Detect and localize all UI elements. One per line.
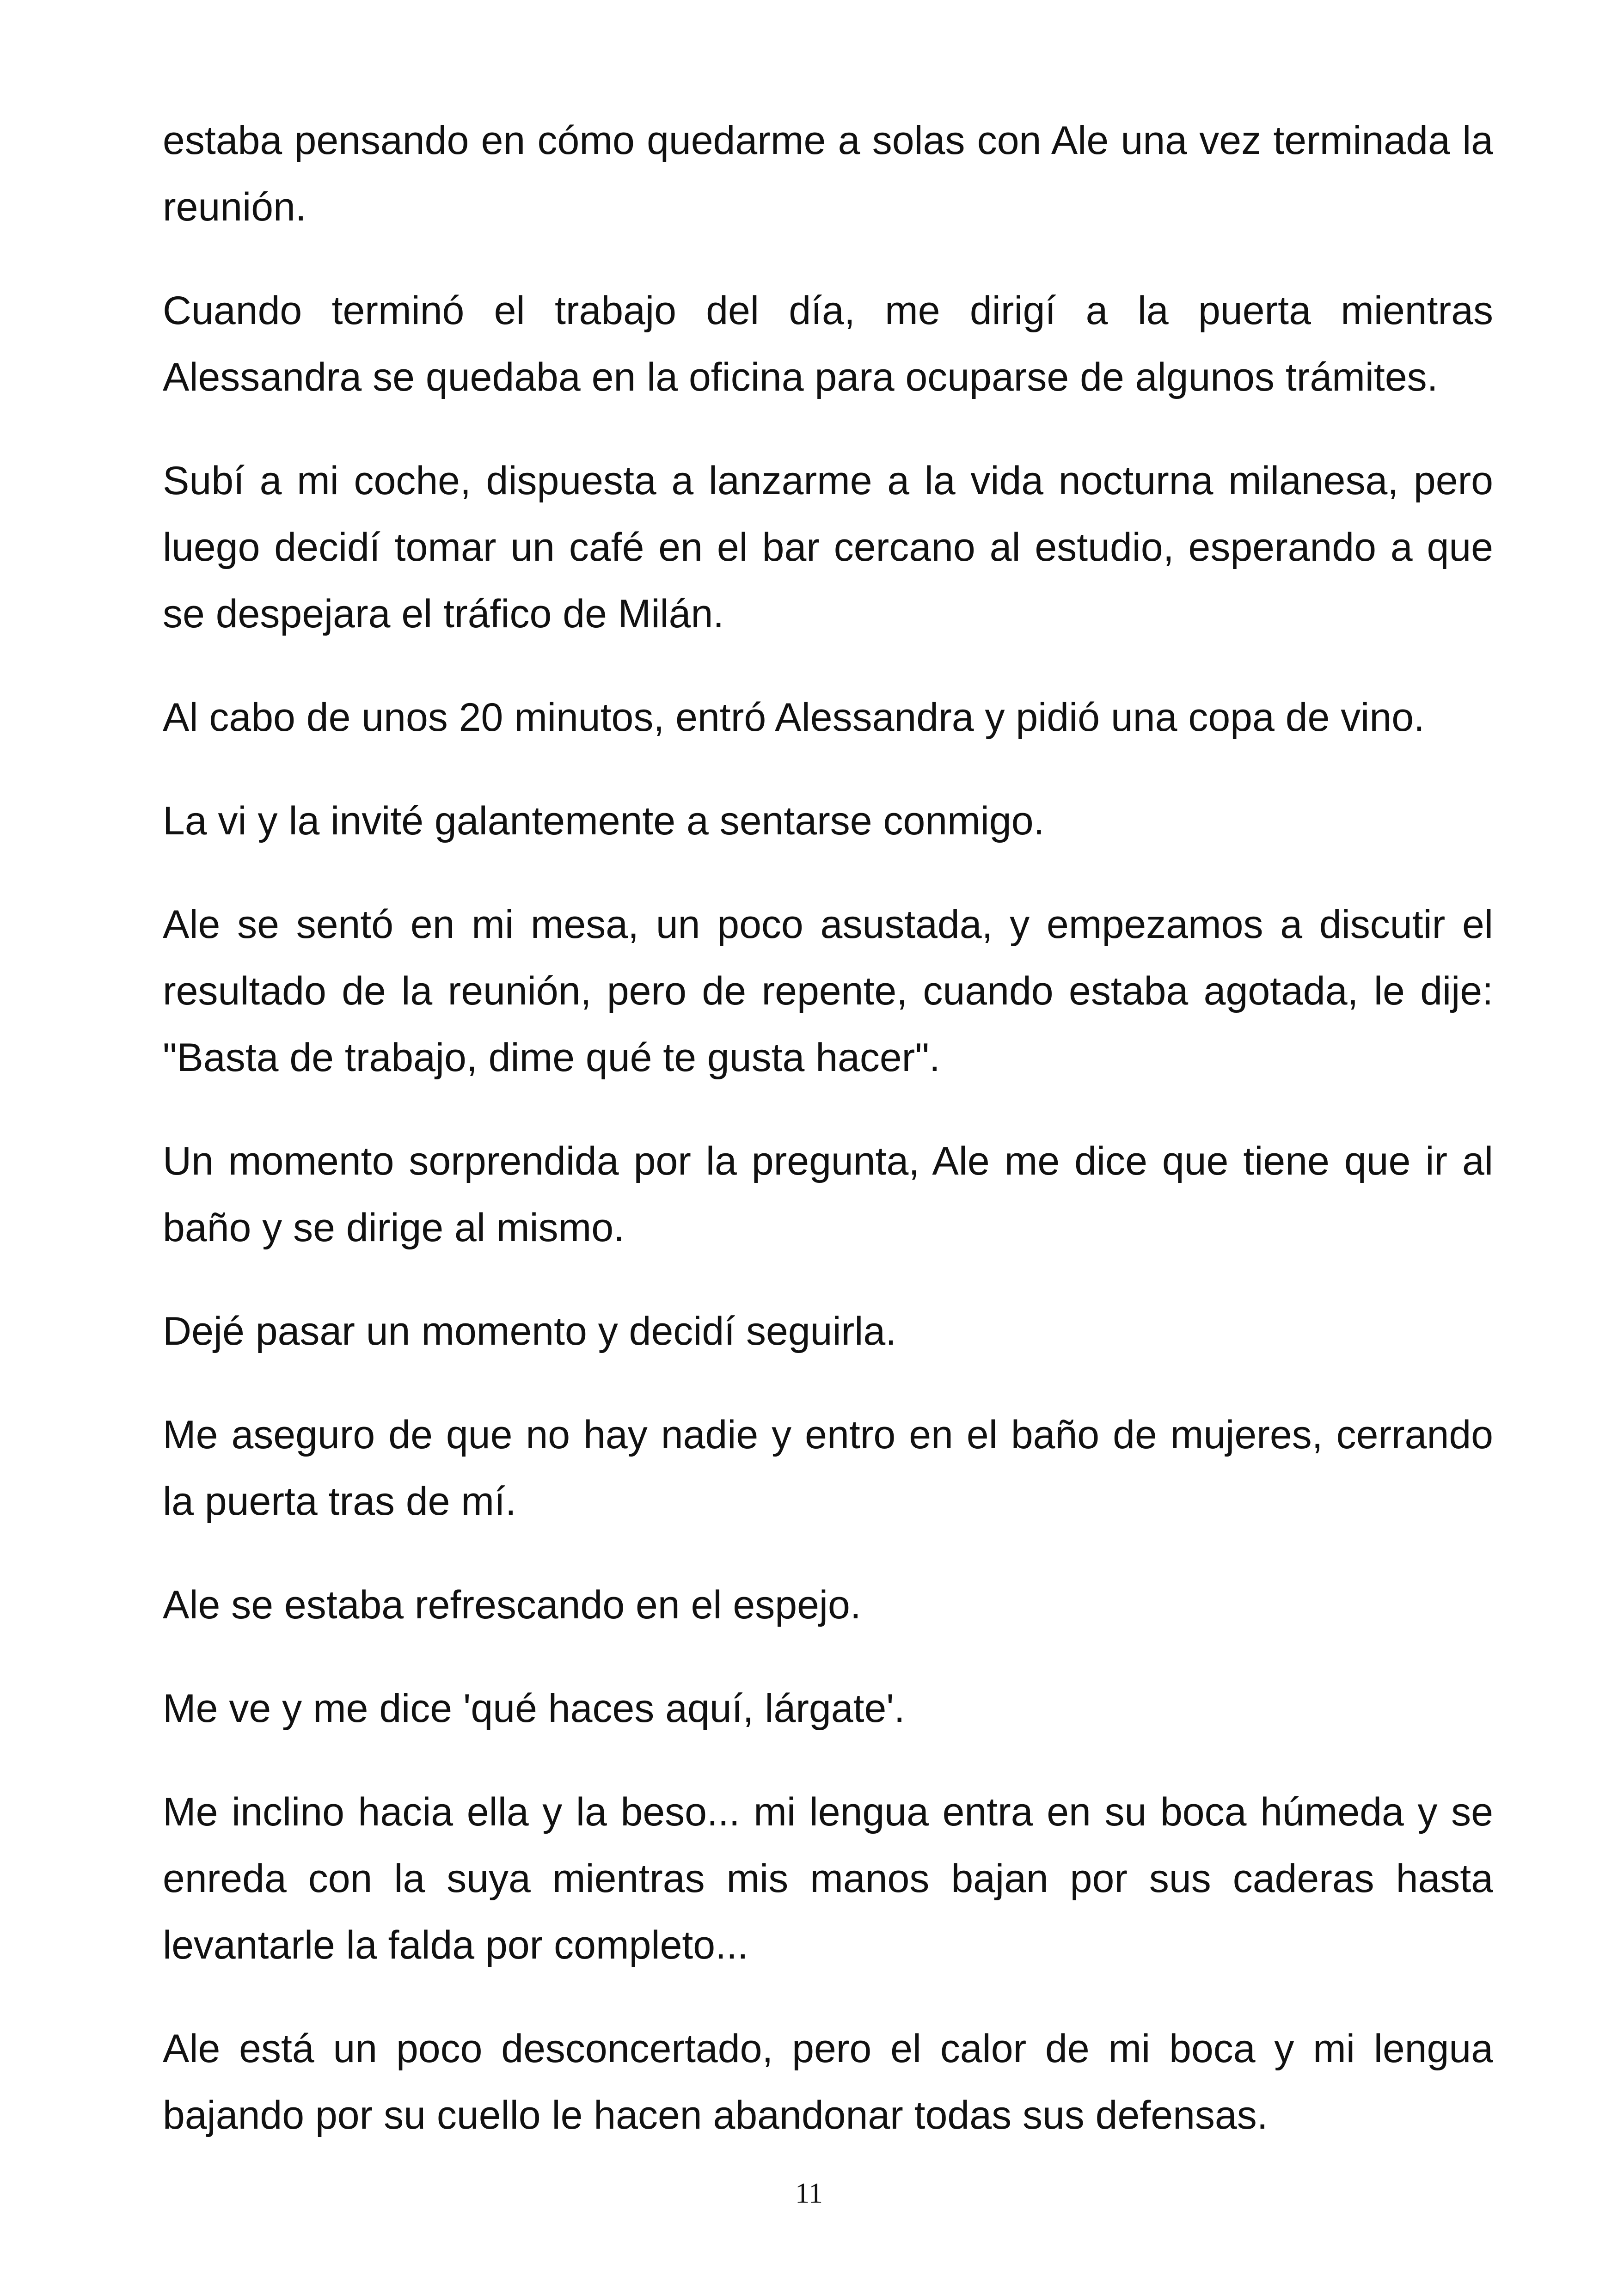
paragraph: La vi y la invité galantemente a sentarse conmigo.	[163, 799, 1045, 843]
paragraph: Me ve y me dice 'qué haces aquí, lárgate'.	[163, 1686, 905, 1731]
paragraph: Al cabo de unos 20 minutos, entró Alessandra y pidió una copa de vino.	[163, 695, 1425, 740]
paragraph: estaba pensando en cómo quedarme a solas con Ale una vez terminada la reunión.	[163, 118, 1493, 229]
paragraph: Cuando terminó el trabajo del día, me dirigí a la puerta mientras Alessandra se quedaba en la oficina para ocuparse de algunos trámites.	[163, 288, 1493, 399]
paragraph: Un momento sorprendida por la pregunta, Ale me dice que tiene que ir al baño y se dirige al mismo.	[163, 1139, 1493, 1250]
paragraph: Dejé pasar un momento y decidí seguirla.	[163, 1309, 897, 1353]
paragraph: Me inclino hacia ella y la beso... mi lengua entra en su boca húmeda y se enreda con la suya mientras mis manos bajan por sus caderas hasta levantarle la falda por completo...	[163, 1790, 1493, 1967]
page-number: 11	[795, 2178, 823, 2209]
paragraph: Subí a mi coche, dispuesta a lanzarme a la vida nocturna milanesa, pero luego decidí tomar un café en el bar cercano al estudio, esperando a que se despejara el tráfico de Milán.	[163, 459, 1493, 636]
paragraph: Me aseguro de que no hay nadie y entro en el baño de mujeres, cerrando la puerta tras de mí.	[163, 1413, 1493, 1524]
paragraph: Ale se sentó en mi mesa, un poco asustada, y empezamos a discutir el resultado de la reunión, pero de repente, cuando estaba agotada, le dije: "Basta de trabajo, dime qué te gusta hacer".	[163, 902, 1493, 1080]
body-text	[163, 107, 1493, 2186]
paragraph: Ale está un poco desconcertado, pero el calor de mi boca y mi lengua bajando por su cuello le hacen abandonar todas sus defensas.	[163, 2027, 1493, 2137]
paragraph: Ale se estaba refrescando en el espejo.	[163, 1583, 861, 1627]
